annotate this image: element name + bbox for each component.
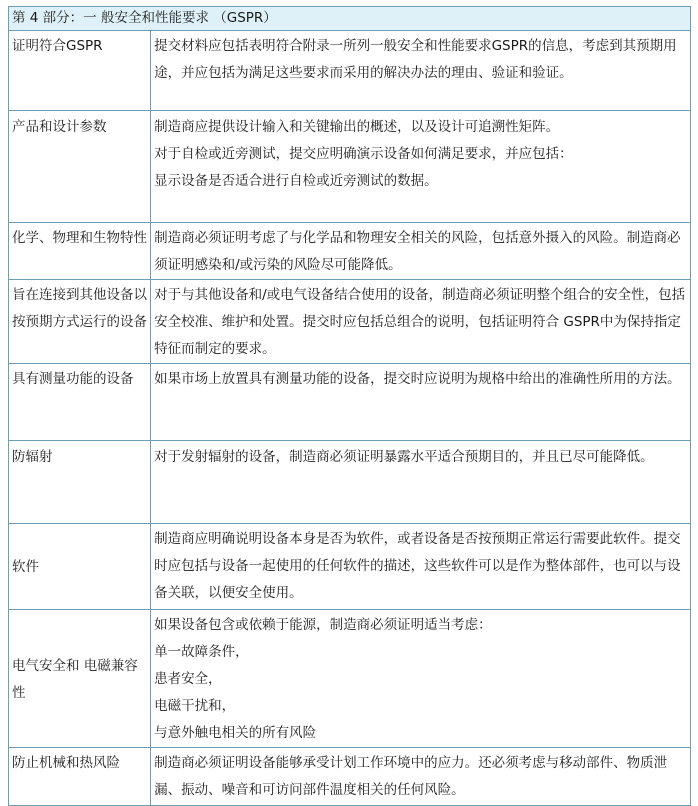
row-content <box>151 748 691 806</box>
gspr-table <box>8 6 691 806</box>
row-label: 具有测量功能的设备 <box>9 364 151 441</box>
row-label: 证明符合GSPR <box>9 31 151 111</box>
row-label: 产品和设计参数 <box>9 111 151 223</box>
table-row <box>9 441 691 524</box>
row-content <box>151 610 691 748</box>
content-line: 如果设备包含或依赖于能源，制造商必须证明适当考虑： <box>154 617 492 633</box>
content-line: 制造商应明确说明设备本身是否为软件，或者设备是否按预期正常运行需要此软件。提交 时应包括与设备一起使用的任何软件的描述，这些软件可以是作为整体部件，也可以与设备关联，以便安全使用。 <box>154 531 681 601</box>
table-row <box>9 364 691 441</box>
table-header-row <box>9 7 691 31</box>
row-label: 旨在连接到其他设备以按预期方式运行的设备 <box>9 280 151 364</box>
content-line: 单一故障条件， <box>154 644 249 660</box>
table-row <box>9 223 691 280</box>
content-line: 制造商必须证明考虑了与化学品和物理安全相关的风险，包括意外摄入的风险。制造商必须证明感染和/或污染的风险尽可能降低。 <box>154 230 681 273</box>
row-content <box>151 524 691 610</box>
row-content <box>151 280 691 364</box>
content-line: 制造商必须证明设备能够承受计划工作环境中的应力。还必须考虑与移动部件、物质泄漏、振动、噪音和可访问部件温度相关的任何风险。 <box>154 755 668 798</box>
table-row <box>9 610 691 748</box>
row-label: 化学、物理和生物特性 <box>9 223 151 280</box>
table-row <box>9 524 691 610</box>
table-row <box>9 748 691 806</box>
row-label: 防止机械和热风险 <box>9 748 151 806</box>
content-line: 与意外触电相关的所有风险 <box>154 725 317 741</box>
content-line: 对于与其他设备和/或电气设备结合使用的设备，制造商必须证明整个组合的安全性，包括安全校准、维护和处置。提交时应包括总组合的说明，包括证明符合 GSPR中为保持指定特征而制定的要求。 <box>154 287 686 357</box>
section-title: 第 4 部分：一 般安全和性能要求 （GSPR） <box>9 7 691 31</box>
content-line: 患者安全， <box>154 671 222 687</box>
table-row <box>9 31 691 111</box>
content-line: 对于自检或近旁测试，提交应明确演示设备如何满足要求，并应包括： <box>154 146 573 162</box>
row-content <box>151 111 691 223</box>
content-line: 对于发射辐射的设备，制造商必须证明暴露水平适合预期目的，并且已尽可能降低。 <box>154 449 654 465</box>
table-row <box>9 111 691 223</box>
row-label: 软件 <box>9 524 151 610</box>
content-line: 电磁干扰和， <box>154 698 236 714</box>
content-line: 显示设备是否适合进行自检或近旁测试的数据。 <box>154 173 438 189</box>
row-content <box>151 31 691 111</box>
row-content <box>151 441 691 524</box>
row-content <box>151 223 691 280</box>
row-content <box>151 364 691 441</box>
content-line: 如果市场上放置具有测量功能的设备，提交时应说明为规格中给出的准确性所用的方法。 <box>154 371 681 387</box>
row-label: 电气安全和 电磁兼容性 <box>9 610 151 748</box>
table-row <box>9 280 691 364</box>
content-line: 提交材料应包括表明符合附录一所列一般安全和性能要求GSPR的信息，考虑到其预期用途，并应包括为满足这些要求而采用的解决办法的理由、验证和验证。 <box>154 38 677 81</box>
content-line: 制造商应提供设计输入和关键输出的概述，以及设计可追溯性矩阵。 <box>154 119 560 135</box>
row-label: 防辐射 <box>9 441 151 524</box>
